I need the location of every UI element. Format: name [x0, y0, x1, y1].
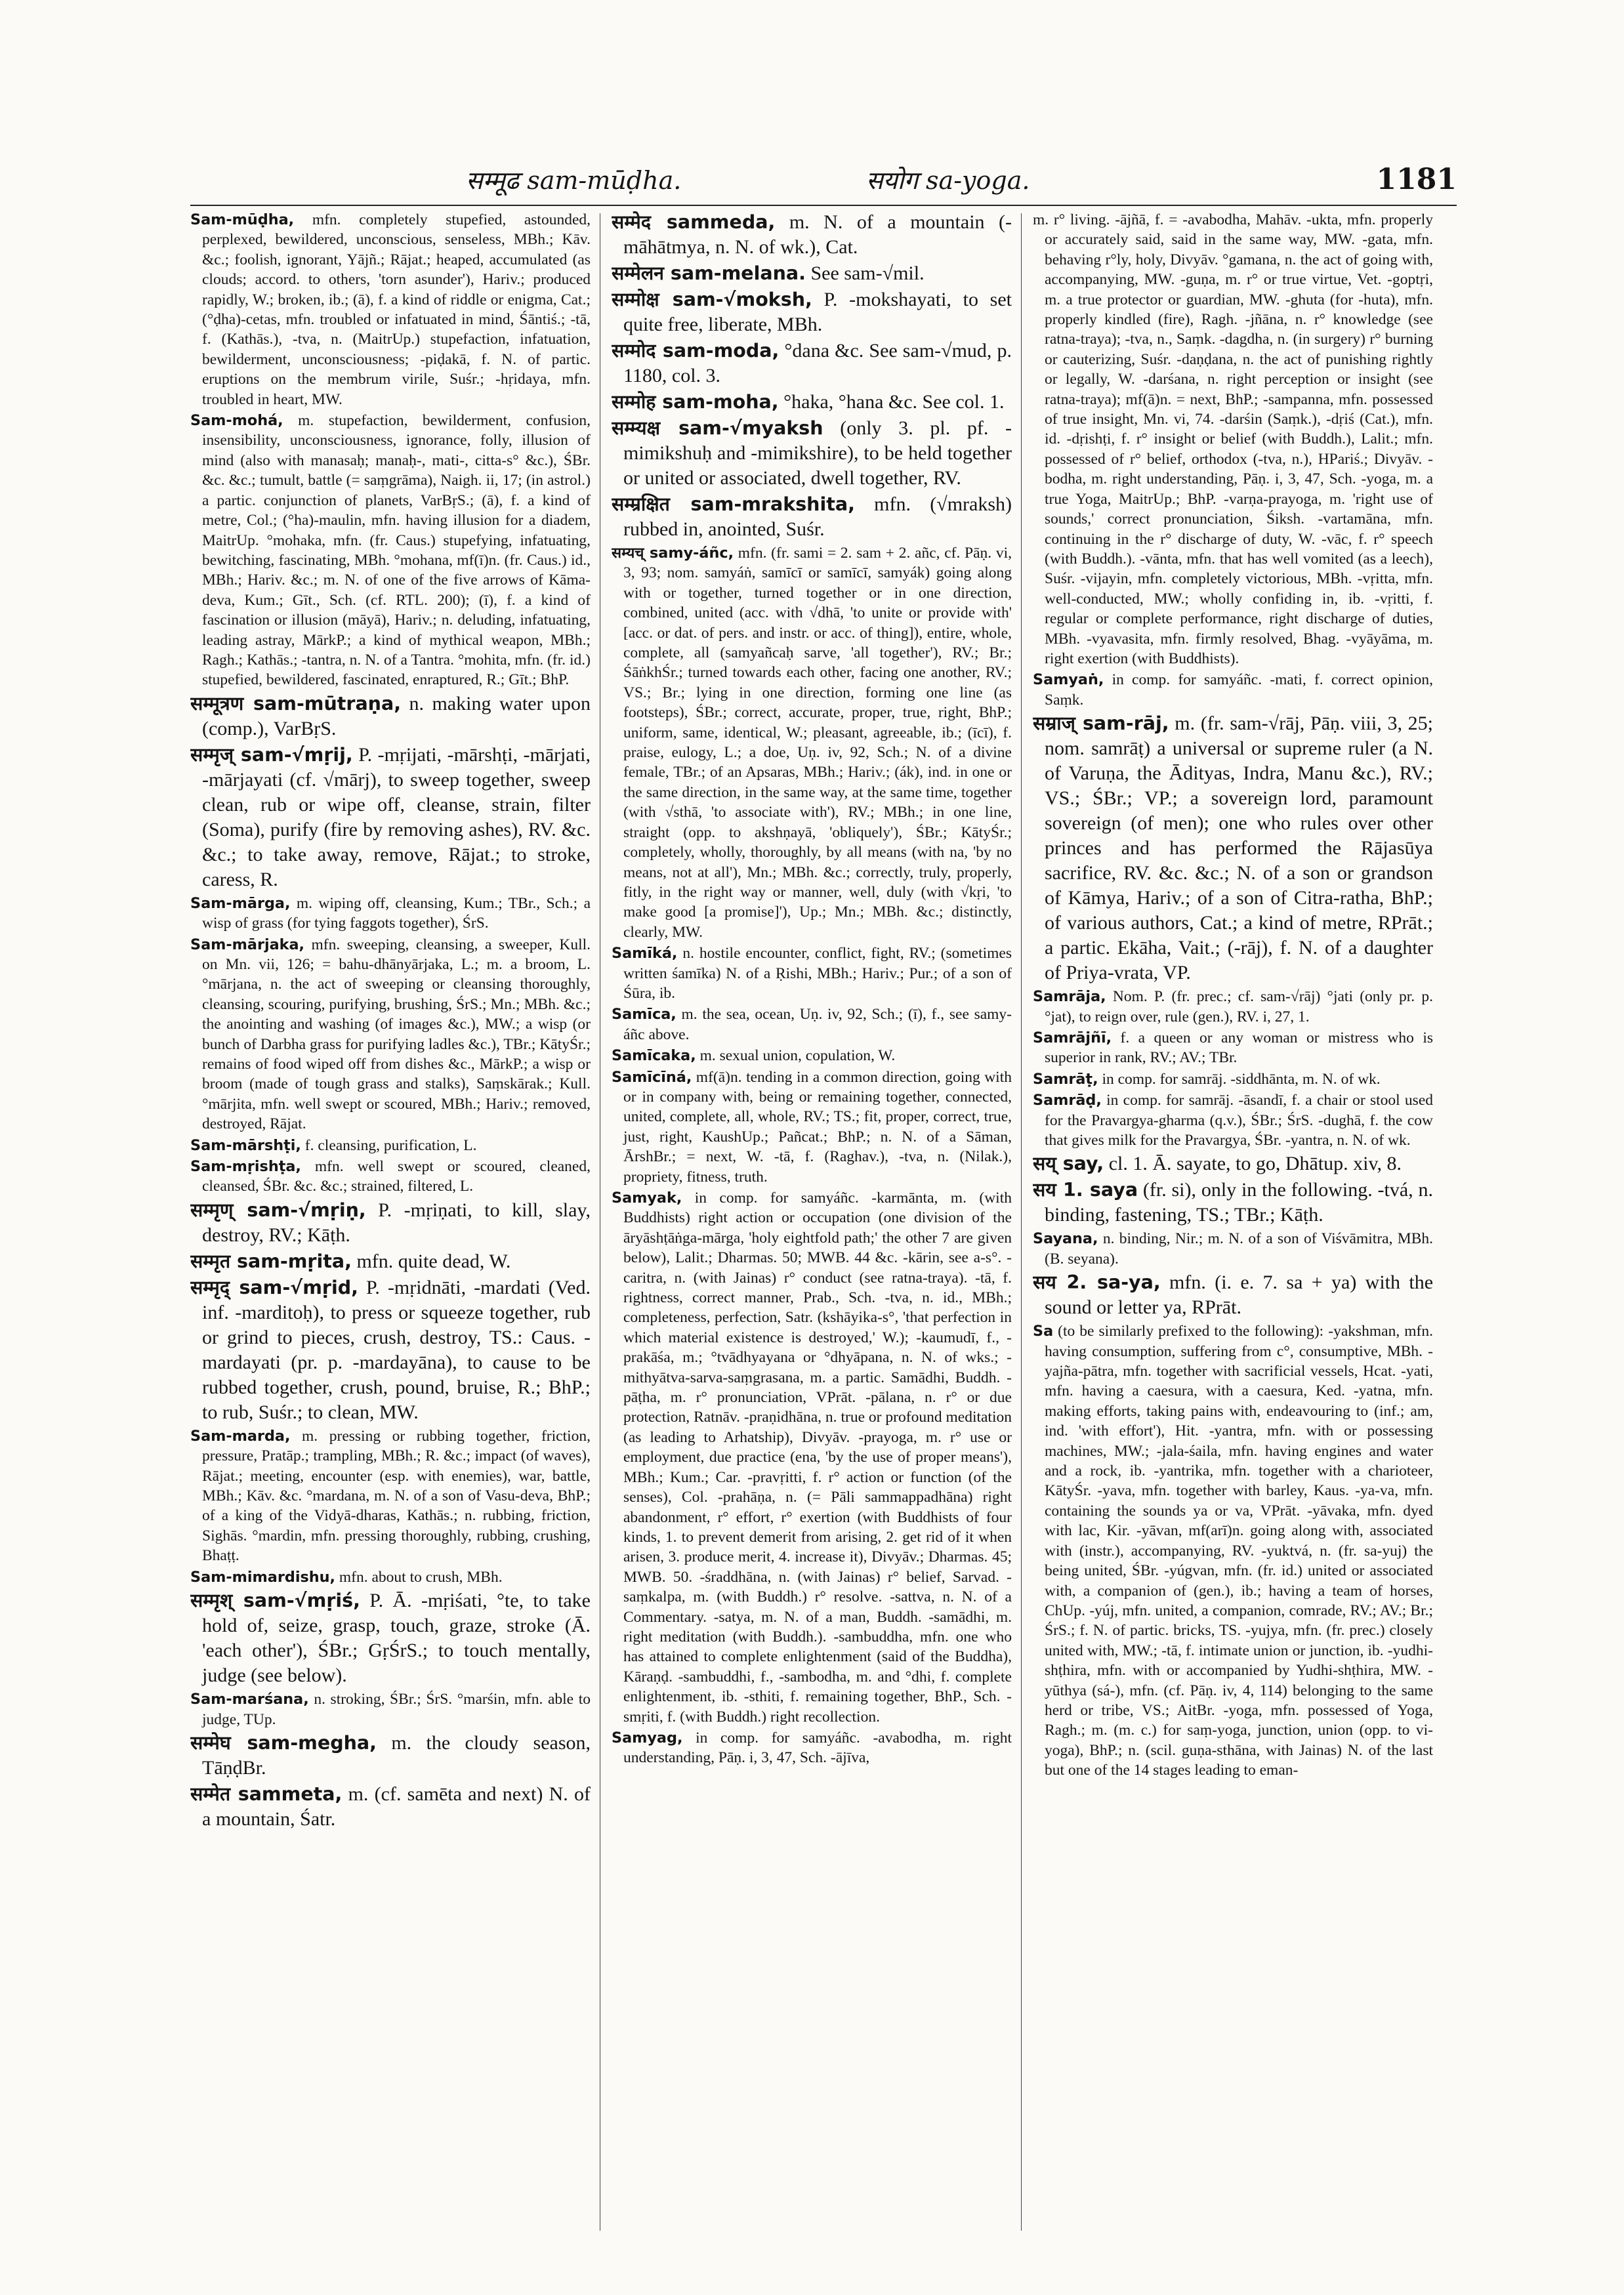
entry-headword: Samrāḍ,: [1033, 1092, 1102, 1109]
dictionary-entry: [612, 416, 1012, 491]
entry-headword: सम्मोक्ष sam-√moksh,: [612, 289, 812, 310]
entry-headword: Sam-mimardishu,: [190, 1568, 335, 1586]
entry-headword: Sam-mārshṭi,: [190, 1136, 301, 1154]
entry-definition: m. the cloudy season, TāṇḍBr.: [202, 1731, 591, 1779]
dictionary-entry: [190, 1426, 591, 1566]
entry-definition: Nom. P. (fr. prec.; cf. sam-√rāj) °jati (only pr. p. °jat), to reign over, rule (gen.), RV. i, 27, 1.: [1045, 988, 1433, 1025]
entry-definition: m. the sea, ocean, Uṇ. iv, 92, Sch.; (ī), f., see samy-áñc above.: [623, 1006, 1012, 1043]
entry-definition: n. stroking, ŚBr.; ŚrS. °marśin, mfn. able to judge, TUp.: [202, 1691, 591, 1728]
entry-headword: Samīca,: [612, 1006, 677, 1023]
entry-definition: See sam-√mil.: [810, 262, 925, 284]
entry-headword: सम्मेत sammeta,: [190, 1783, 343, 1805]
entry-headword: सम्मूत्रण sam-mūtraṇa,: [190, 692, 402, 714]
dictionary-entry: [190, 1689, 591, 1729]
dictionary-entry: [190, 411, 591, 690]
entry-definition: m. stupefaction, bewilderment, confusion, insensibility, unconsciousness, ignorance, folly, illusion of mind (also with manasaḥ; manaḥ-, mati-, citta-s° &c.), ŚBr. &c. &c.; tumult, battle (= saṃgrāma), Naigh. ii, 17; (in astrol.) a partic. conjunction of planets, VarBṛS.; (ā), f. a kind of metre, Col.; (°ha)-maulin, mfn. having illusion for a diadem, MaitrUp. °mohaka, mfn. (fr. Caus.) stupefying, infatuating, bewitching, fascinating, MBh. °mohana, mf(ī)n. (fr. Caus.) id., MBh.; Hariv. &c.; m. N. of one of the five arrows of Kāma-deva, Kum.; Gīt., Sch. (cf. RTL. 200); (ī), f. a kind of fascination or illusion (māyā), Hariv.; n. deluding, infatuating, leading astray, MārkP.; a kind of mythical weapon, MBh.; Ragh.; Kathās.; -tantra, n. N. of a Tantra. °mohita, mfn. (fr. id.) stupefied, bewildered, fascinated, enraptured, R.; Gīt.; BhP.: [202, 412, 591, 689]
dictionary-entry: [190, 210, 591, 409]
dictionary-entry: [190, 1157, 591, 1197]
dictionary-entry: [612, 1728, 1012, 1768]
entry-definition: n. hostile encounter, conflict, fight, RV.; (sometimes written śamīka) N. of a Ṛishi, MBh.; Hariv.; Pur.; of a son of Śūra, ib.: [623, 945, 1012, 1002]
entry-headword: Sam-marda,: [190, 1427, 291, 1445]
dictionary-entry: [1033, 1069, 1433, 1089]
entry-definition: mfn. (fr. sami = 2. sam + 2. añc, cf. Pāṇ. vi, 3, 93; nom. samyáṅ, samīcī or samīcī, samyák) going along with or together, turned together or in one direction, combined, united (acc. with √dhā, 'to unite or provide with' [acc. or dat. of pers. and instr. or acc. of thing]), entire, whole, complete, all (samyañcaḥ sarve, 'all together'), RV.; Br.; ŚāṅkhŚr.; turned towards each other, facing one another, RV.; VS.; Br.; lying in one direction, forming one line (as footsteps), ŚBr.; correct, accurate, proper, true, right, BhP.; uniform, same, identical, W.; pleasant, agreeable, ib.; (īcī), f. praise, eulogy, L.; a doe, Uṇ. iv, 92, Sch.; N. of a divine female, TBr.; of an Apsaras, MBh.; Hariv.; (ák), ind. in one or the same direction, in the same way, at the same time, together (with √sthā, 'to associate with'), RV.; MBh.; in one line, straight (opp. to akshṇayā, 'obliquely'), ŚBr.; KātyŚr.; completely, wholly, thoroughly, by all means (with na, 'by no means, not at all'), Mn.; MBh. &c.; correctly, truly, properly, fitly, in the right way or manner, well, duly (with √kṛi, 'to make good [a promise]'), Up.; Mn.; MBh. &c.; distinctly, clearly, MW.: [623, 545, 1012, 941]
entry-definition: mfn. (i. e. 7. sa + ya) with the sound or letter ya, RPrāt.: [1045, 1272, 1433, 1319]
entry-definition: m. sexual union, copulation, W.: [699, 1047, 896, 1065]
dictionary-entry: [612, 543, 1012, 942]
entry-headword: Samyaṅ,: [1033, 671, 1104, 689]
entry-headword: Samrāja,: [1033, 988, 1106, 1006]
entry-definition: mf(ā)n. tending in a common direction, going with or in company with, being or remaining together, connected, united, complete, all, whole, RV.; TS.; fit, proper, correct, true, just, right, KaushUp.; Pañcat.; BhP.; n. N. of a Sāman, ĀrshBr.; = next, W. -tā, f. (Raghav.), -tva, n. (Nilak.), propriety, fitness, truth.: [623, 1068, 1012, 1186]
dictionary-entry: [1033, 670, 1433, 710]
entry-definition: mfn. (√mraksh) rubbed in, anointed, Suśr.: [623, 493, 1012, 540]
dictionary-entry: [190, 1275, 591, 1425]
entry-headword: सम्मृद् sam-√mṛid,: [190, 1276, 358, 1298]
entry-headword: सम्मेलन sam-melana.: [612, 262, 806, 284]
entry-definition: m. r° living. -ājñā, f. = -avabodha, Mahāv. -ukta, mfn. properly or accurately said, said in the same way, MW. -gata, mfn. behaving r°ly, holy, Divyāv. °gamana, n. the act of going with, accompanying, MW. -guṇa, m. r° or true virtue, Vet. -goptṛi, m. a true protector or guardian, MW. -ghuta (for -huta), mfn. properly kindled (fire), Ragh. -jñāna, n. r° knowledge (see ratna-traya); -tva, n., Saṃk. -dagdha, n. (in surgery) r° burning or cauterizing, Suśr. -daṇḍana, n. the act of punishing rightly or legally, W. -darśana, n. right perception or insight (see ratna-traya); mf(ā)n. = next, BhP.; -sampanna, mfn. possessed of true insight, Mn. vi, 74. -darśin (Saṃk.), -dṛiś (Cat.), mfn. id. -dṛishṭi, f. r° insight or belief (with Buddh.), Lalit.; mfn. possessed of r° belief, orthodox (-tva, n.), HPariś.; Divyāv. -bodha, m. right understanding, Pāṇ. i, 3, 47, Sch. -yoga, m. a true Yoga, MaitrUp.; BhP. -varṇa-prayoga, m. 'right use of sounds,' correct pronunciation, Śiksh. -vartamāna, mfn. continuing in the r° discharge of duty, W. -vāc, f. r° speech (with Buddh.). -vānta, mfn. that has well vomited (as a leech), Suśr. -vijayin, mfn. completely victorious, MBh. -vṛitta, mfn. well-conducted, MW.; wholly confiding in, ib. -vṛitti, f. regular or complete performance, right discharge of duties, MBh. -vyavasita, mfn. firmly resolved, Bhag. -vyāyāma, m. right exertion (with Buddhists).: [1033, 211, 1433, 667]
entry-headword: Sa: [1033, 1323, 1054, 1340]
dictionary-entry: [1033, 711, 1433, 985]
entry-headword: सम्मृश् sam-√mṛiś,: [190, 1590, 360, 1612]
dictionary-entry: [1033, 1229, 1433, 1269]
dictionary-entry: [190, 894, 591, 934]
entry-headword: Sam-marśana,: [190, 1691, 309, 1708]
dictionary-entry: [190, 935, 591, 1134]
dictionary-entry: [612, 210, 1012, 260]
header-right-guideword: सयोग sa-yoga.: [866, 166, 1030, 195]
entry-headword: सम्म्रक्षित sam-mrakshita,: [612, 493, 855, 515]
dictionary-entry: [612, 1067, 1012, 1187]
entry-definition: f. cleansing, purification, L.: [304, 1136, 477, 1154]
entry-definition: in comp. for samyáñc. -karmānta, m. (with Buddhists) right action or occupation (one division of the āryāshṭāṅga-mārga, 'holy eightfold path;' the other 7 are given below), Lalit.; Dharmas. 50; MWB. 44 &c. -kārin, see a-s°. -caritra, n. (with Jainas) r° conduct (see ratna-traya). -tā, f. rightness, correct manner, Prab., Sch. -tva, n. id., MBh.; completeness, perfection, Satr. (kshāyika-s°, 'that perfection in which material existence is destroyed,' W.); -kaumudī, f., -prakāśa, m.; °tvādhyayana or °dhyāpana, n. N. of wks.; -mithyātva-sarva-saṃgrasana, m. a partic. Samādhi, Buddh. -pāṭha, m. r° pronunciation, VPrāt. -pālana, n. r° or due protection, Ratnāv. -praṇidhāna, n. true or profound meditation (as leading to Arhatship), Divyāv. -prayoga, m. r° use or employment, due practice (ena, 'by the use of proper means'), MBh.; Kum.; Car. -pravṛitti, f. r° action or function (of the senses), Col. -prahāṇa, n. (= Pāli sammappadhāna) right abandonment, r° effort, r° exertion (with Buddhists of four kinds, 1. to prevent demerit from arising, 2. get rid of it when arisen, 3. produce merit, 4. increase it), Divyāv.; Dharmas. 45; MWB. 50. -śraddhāna, n. (with Jainas) r° belief, Sarvad. -saṃkalpa, m. (with Buddh.) r° resolve. -sattva, n. N. of a Commentary. -satya, m. N. of a man, Buddh. -samādhi, m. right meditation (with Buddh.). -sambuddha, mfn. one who has attained to complete enlightenment (said of the Buddha), Kāraṇḍ. -sambuddhi, f., -sambodha, m. and °dhi, f. complete enlightenment, ib. -sthiti, f. remaining together, BhP., Sch. -smṛiti, f. (with Buddh.) right recollection.: [623, 1189, 1012, 1726]
page-header: [190, 163, 1457, 202]
entry-definition: mfn. quite dead, W.: [356, 1250, 511, 1272]
dictionary-entry: [1033, 987, 1433, 1027]
column-1: [190, 210, 591, 2231]
entry-definition: °dana &c. See sam-√mud, p. 1180, col. 3.: [623, 340, 1012, 386]
entry-definition: P. Ā. -mṛiśati, °te, to take hold of, seize, grasp, touch, graze, stroke (Ā. 'each other'), ŚBr.; GṛŚrS.; to touch mentally, judge (see below).: [202, 1590, 591, 1687]
entry-headword: सम्मृत sam-mṛita,: [190, 1250, 352, 1272]
dictionary-entry: [190, 1782, 591, 1832]
entry-definition: (fr. si), only in the following. -tvá, n. binding, fastening, TS.; TBr.; Kāṭh.: [1045, 1179, 1433, 1226]
dictionary-entry: [190, 1249, 591, 1274]
dictionary-entry: [1033, 1178, 1433, 1228]
entry-headword: सम्मृज् sam-√mṛij,: [190, 743, 353, 766]
column-divider: [1021, 213, 1022, 2231]
entry-definition: mfn. completely stupefied, astounded, perplexed, bewildered, unconscious, senseless, MBh.; Kāv. &c.; foolish, ignorant, Yājñ.; Rājat.; heaped, accumulated (as clouds; accord. to others, 'torn asunder'), Hariv.; produced rapidly, W.; broken, ib.; (ā), f. a kind of riddle or enigma, Cat.; (°ḍha)-cetas, mfn. troubled or infatuated in mind, Śāntiś.; -tā, f. (Kathās.), -tva, n. (MaitrUp.) stupefaction, infatuation, bewilderment, unconsciousness; -piḍakā, f. N. of partic. eruptions on the membrum virile, Suśr.; -hṛidaya, mfn. troubled in heart, MW.: [202, 211, 591, 408]
dictionary-entry: [1033, 1028, 1433, 1068]
entry-definition: P. -mokshayati, to set quite free, liberate, MBh.: [623, 289, 1012, 335]
entry-definition: °haka, °hana &c. See col. 1.: [783, 391, 1005, 413]
entry-headword: Samīcaka,: [612, 1047, 696, 1065]
entry-headword: Samīká,: [612, 945, 678, 962]
entry-definition: in comp. for samyáñc. -avabodha, m. right understanding, Pāṇ. i, 3, 47, Sch. -ājīva,: [623, 1729, 1012, 1767]
entry-definition: mfn. sweeping, cleansing, a sweeper, Kull. on Mn. vii, 126; = bahu-dhānyārjaka, L.; m. a broom, L. °mārjana, n. the act of sweeping or cleansing thoroughly, cleansing, scouring, purifying, brushing, ŚrS.; Mn.; MBh. &c.; the anointing and washing (of images &c.), MW.; a wisp (or bunch of Darbha grass for purifying ladles &c.), TBr.; KātyŚr.; remains of food wiped off from dishes &c., MārkP.; a wisp or broom (made of tough grass and stalks), Saṃskārak.; Kull. °mārjita, mfn. well swept or scoured, MBh.; Hariv.; removed, destroyed, Rājat.: [202, 936, 591, 1133]
entry-definition: m. (cf. samēta and next) N. of a mountain, Śatr.: [202, 1783, 591, 1830]
entry-definition: in comp. for samrāj. -siddhānta, m. N. of wk.: [1102, 1070, 1381, 1088]
dictionary-entry: [612, 943, 1012, 1003]
dictionary-entry: [190, 1136, 591, 1155]
dictionary-entry: [612, 1188, 1012, 1727]
dictionary-entry: [190, 1198, 591, 1248]
dictionary-entry: [612, 492, 1012, 542]
entry-headword: Samyag,: [612, 1729, 683, 1747]
entry-headword: Samrāṭ,: [1033, 1070, 1098, 1088]
header-left-guideword: सम्मूढ sam-mūḍha.: [466, 166, 682, 195]
entry-definition: n. binding, Nir.; m. N. of a son of Viśvāmitra, MBh. (B. seyana).: [1045, 1230, 1433, 1268]
entry-definition: in comp. for samrāj. -āsandī, f. a chair or stool used for the Pravargya-gharma (q.v.), ŚBr.; ŚrS. -dughā, f. the cow that gives milk for the Pravargya, ŚBr. -yantra, n. N. of wk.: [1045, 1092, 1433, 1149]
entry-headword: Sam-mṛishṭa,: [190, 1158, 301, 1176]
entry-headword: Sam-mohá,: [190, 412, 283, 430]
dictionary-entry: [612, 1004, 1012, 1044]
entry-headword: सय 2. sa-ya,: [1033, 1272, 1161, 1294]
entry-definition: (only 3. pl. pf. -mimikshuḥ and -mimikshire), to be held together or united or associated, dwell together, RV.: [623, 417, 1012, 489]
dictionary-entry: [190, 743, 591, 892]
entry-headword: Sam-mārjaka,: [190, 936, 305, 953]
entry-headword: सम्मोह sam-moha,: [612, 391, 779, 413]
entry-definition: m. pressing or rubbing together, friction, pressure, Pratāp.; trampling, MBh.; R. &c.; impact (of waves), Rājat.; meeting, encounter (esp. with enemies), war, battle, MBh.; Kāv. &c. °mardana, m. N. of a son of Vasu-deva, BhP.; of a king of the Vidyā-dharas, Kathās.; n. rubbing, friction, Sighās. °mardin, mfn. pressing thoroughly, rubbing, crushing, Bhaṭṭ.: [202, 1427, 591, 1565]
entry-definition: P. -mṛijati, -mārshṭi, -mārjati, -mārjayati (cf. √mārj), to sweep together, sweep clean, rub or wipe off, cleanse, strain, filter (Soma), purify (fire by removing ashes), RV. &c. &c.; to take away, remove, Rājat.; to stroke, caress, R.: [202, 743, 591, 890]
entry-headword: Sayana,: [1033, 1230, 1098, 1248]
entry-headword: सम्मृण् sam-√mṛiṇ,: [190, 1199, 366, 1221]
dictionary-entry: [612, 1046, 1012, 1065]
dictionary-entry: [612, 339, 1012, 388]
entry-headword: सय् say,: [1033, 1153, 1104, 1175]
entry-headword: Sam-mārga,: [190, 894, 291, 912]
entry-definition: n. making water upon (comp.), VarBṛS.: [202, 692, 591, 739]
dictionary-entry: [1033, 1270, 1433, 1320]
entry-headword: सम्म्यक्ष sam-√myaksh: [612, 417, 823, 439]
entry-definition: mfn. well swept or scoured, cleaned, cleansed, ŚBr. &c. &c.; strained, filtered, L.: [202, 1158, 591, 1195]
dictionary-entry: [612, 390, 1012, 415]
column-3: [1033, 210, 1433, 2231]
dictionary-entry: [612, 261, 1012, 286]
entry-definition: P. -mṛidnāti, -mardati (Ved. inf. -marditoḥ), to press or squeeze together, rub or grind to pieces, crush, destroy, TS.: Caus. -mardayati (pr. p. -mardayāna), to cause to be rubbed together, crush, pound, bruise, R.; BhP.; to rub, Suśr.; to clean, MW.: [202, 1276, 591, 1423]
dictionary-entry: [1033, 1151, 1433, 1176]
page-number: 1181: [1376, 163, 1457, 196]
entry-definition: P. -mṛiṇati, to kill, slay, destroy, RV.; Kāṭh.: [202, 1199, 591, 1246]
dictionary-entry: [190, 1731, 591, 1781]
entry-definition: m. N. of a mountain (-māhātmya, n. N. of wk.), Cat.: [623, 211, 1012, 258]
entry-headword: सम्मेघ sam-megha,: [190, 1731, 377, 1754]
dictionary-entry: [190, 1567, 591, 1587]
entry-headword: सम्यच् samy-áñc,: [612, 545, 734, 562]
entry-headword: सम्राज् sam-rāj,: [1033, 713, 1169, 735]
dictionary-entry: [190, 1588, 591, 1688]
entry-headword: सम्मेद sammeda,: [612, 211, 776, 233]
entry-headword: सय 1. saya: [1033, 1179, 1138, 1201]
header-rule: [190, 205, 1457, 206]
entry-definition: (to be similarly prefixed to the following): -yakshman, mfn. having consumption, suffering from c°, consumptive, MBh. -yajña-pātra, mfn. together with sacrificial vessels, Hcat. -yati, mfn. having a caesura, with a caesura, Ked. -yatna, mfn. making efforts, taking pains with, endeavouring to (inf.; am, ind. 'with effort'), Hit. -yantra, mfn. with or possessing machines, MW.; -jala-śaila, mfn. having engines and water and a rock, ib. -yantrika, mfn. together with a charioteer, KātyŚr. -yava, mfn. together with barley, Kaus. -ya-va, mfn. containing the sounds ya or va, VPrāt. -yāvaka, mfn. dyed with lac, Kir. -yāvan, mf(arī)n. going along with, associated with (instr.), accompanying, RV. -yuktvá, n. (fr. sa-yuj) the being united, ŚBr. -yúgvan, mfn. (fr. id.) united or associated with, a companion of (gen.), ib.; having a team of horses, ChUp. -yúj, mfn. united, a companion, comrade, RV.; AV.; Br.; ŚrS.; f. N. of partic. bricks, TS. -yujya, mfn. (fr. prec.) closely united with, MW.; -tā, f. intimate union or junction, ib. -yudhi-shṭhira, mfn. with or accompanied by Yudhi-shṭhira, MW. -yūthya (sá-), mfn. (cf. Pāṇ. iv, 4, 114) belonging to the same herd or tribe, VS.; AitBr. -yoga, mfn. possessed of Yoga, Ragh.; m. (m. c.) for saṃ-yoga, junction, union (opp. to vi-yoga), BhP.; n. (scil. guṇa-sthāna, with Jainas) N. of the last but one of the 14 stages leading to eman-: [1045, 1323, 1433, 1779]
dictionary-entry: [1033, 210, 1433, 669]
entry-headword: Samrājñī,: [1033, 1029, 1112, 1046]
entry-headword: Sam-mūḍha,: [190, 211, 295, 228]
entry-definition: mfn. about to crush, MBh.: [339, 1568, 503, 1586]
entry-headword: Samīcīná,: [612, 1068, 692, 1086]
dictionary-entry: [190, 692, 591, 741]
entry-headword: सम्मोद sam-moda,: [612, 340, 780, 362]
column-2: [612, 210, 1012, 2231]
entry-definition: in comp. for samyáñc. -mati, f. correct opinion, Saṃk.: [1045, 671, 1433, 709]
entry-definition: m. (fr. sam-√rāj, Pāṇ. viii, 3, 25; nom. samrāṭ) a universal or supreme ruler (a N. of Varuṇa, the Ādityas, Indra, Manu &c.), RV.; VS.; ŚBr.; VP.; a sovereign lord, paramount sovereign (of men); one who rules over other princes and has performed the Rājasūya sacrifice, RV. &c. &c.; N. of a son or grandson of Kāmya, Hariv.; of a son of Citra-ratha, BhP.; of various authors, Cat.; a kind of metre, RPrāt.; a partic. Ekāha, Vait.; (-rāj), f. N. of a daughter of Priya-vrata, VP.: [1045, 713, 1433, 984]
entry-definition: f. a queen or any woman or mistress who is superior in rank, RV.; AV.; TBr.: [1045, 1029, 1433, 1067]
entry-headword: Samyak,: [612, 1189, 682, 1207]
dictionary-entry: [612, 287, 1012, 337]
dictionary-entry: [1033, 1090, 1433, 1150]
dictionary-entry: [1033, 1321, 1433, 1780]
entry-definition: m. wiping off, cleansing, Kum.; TBr., Sch.; a wisp of grass (for tying faggots together), ŚrS.: [202, 894, 591, 932]
entry-definition: cl. 1. Ā. sayate, to go, Dhātup. xiv, 8.: [1108, 1153, 1402, 1175]
